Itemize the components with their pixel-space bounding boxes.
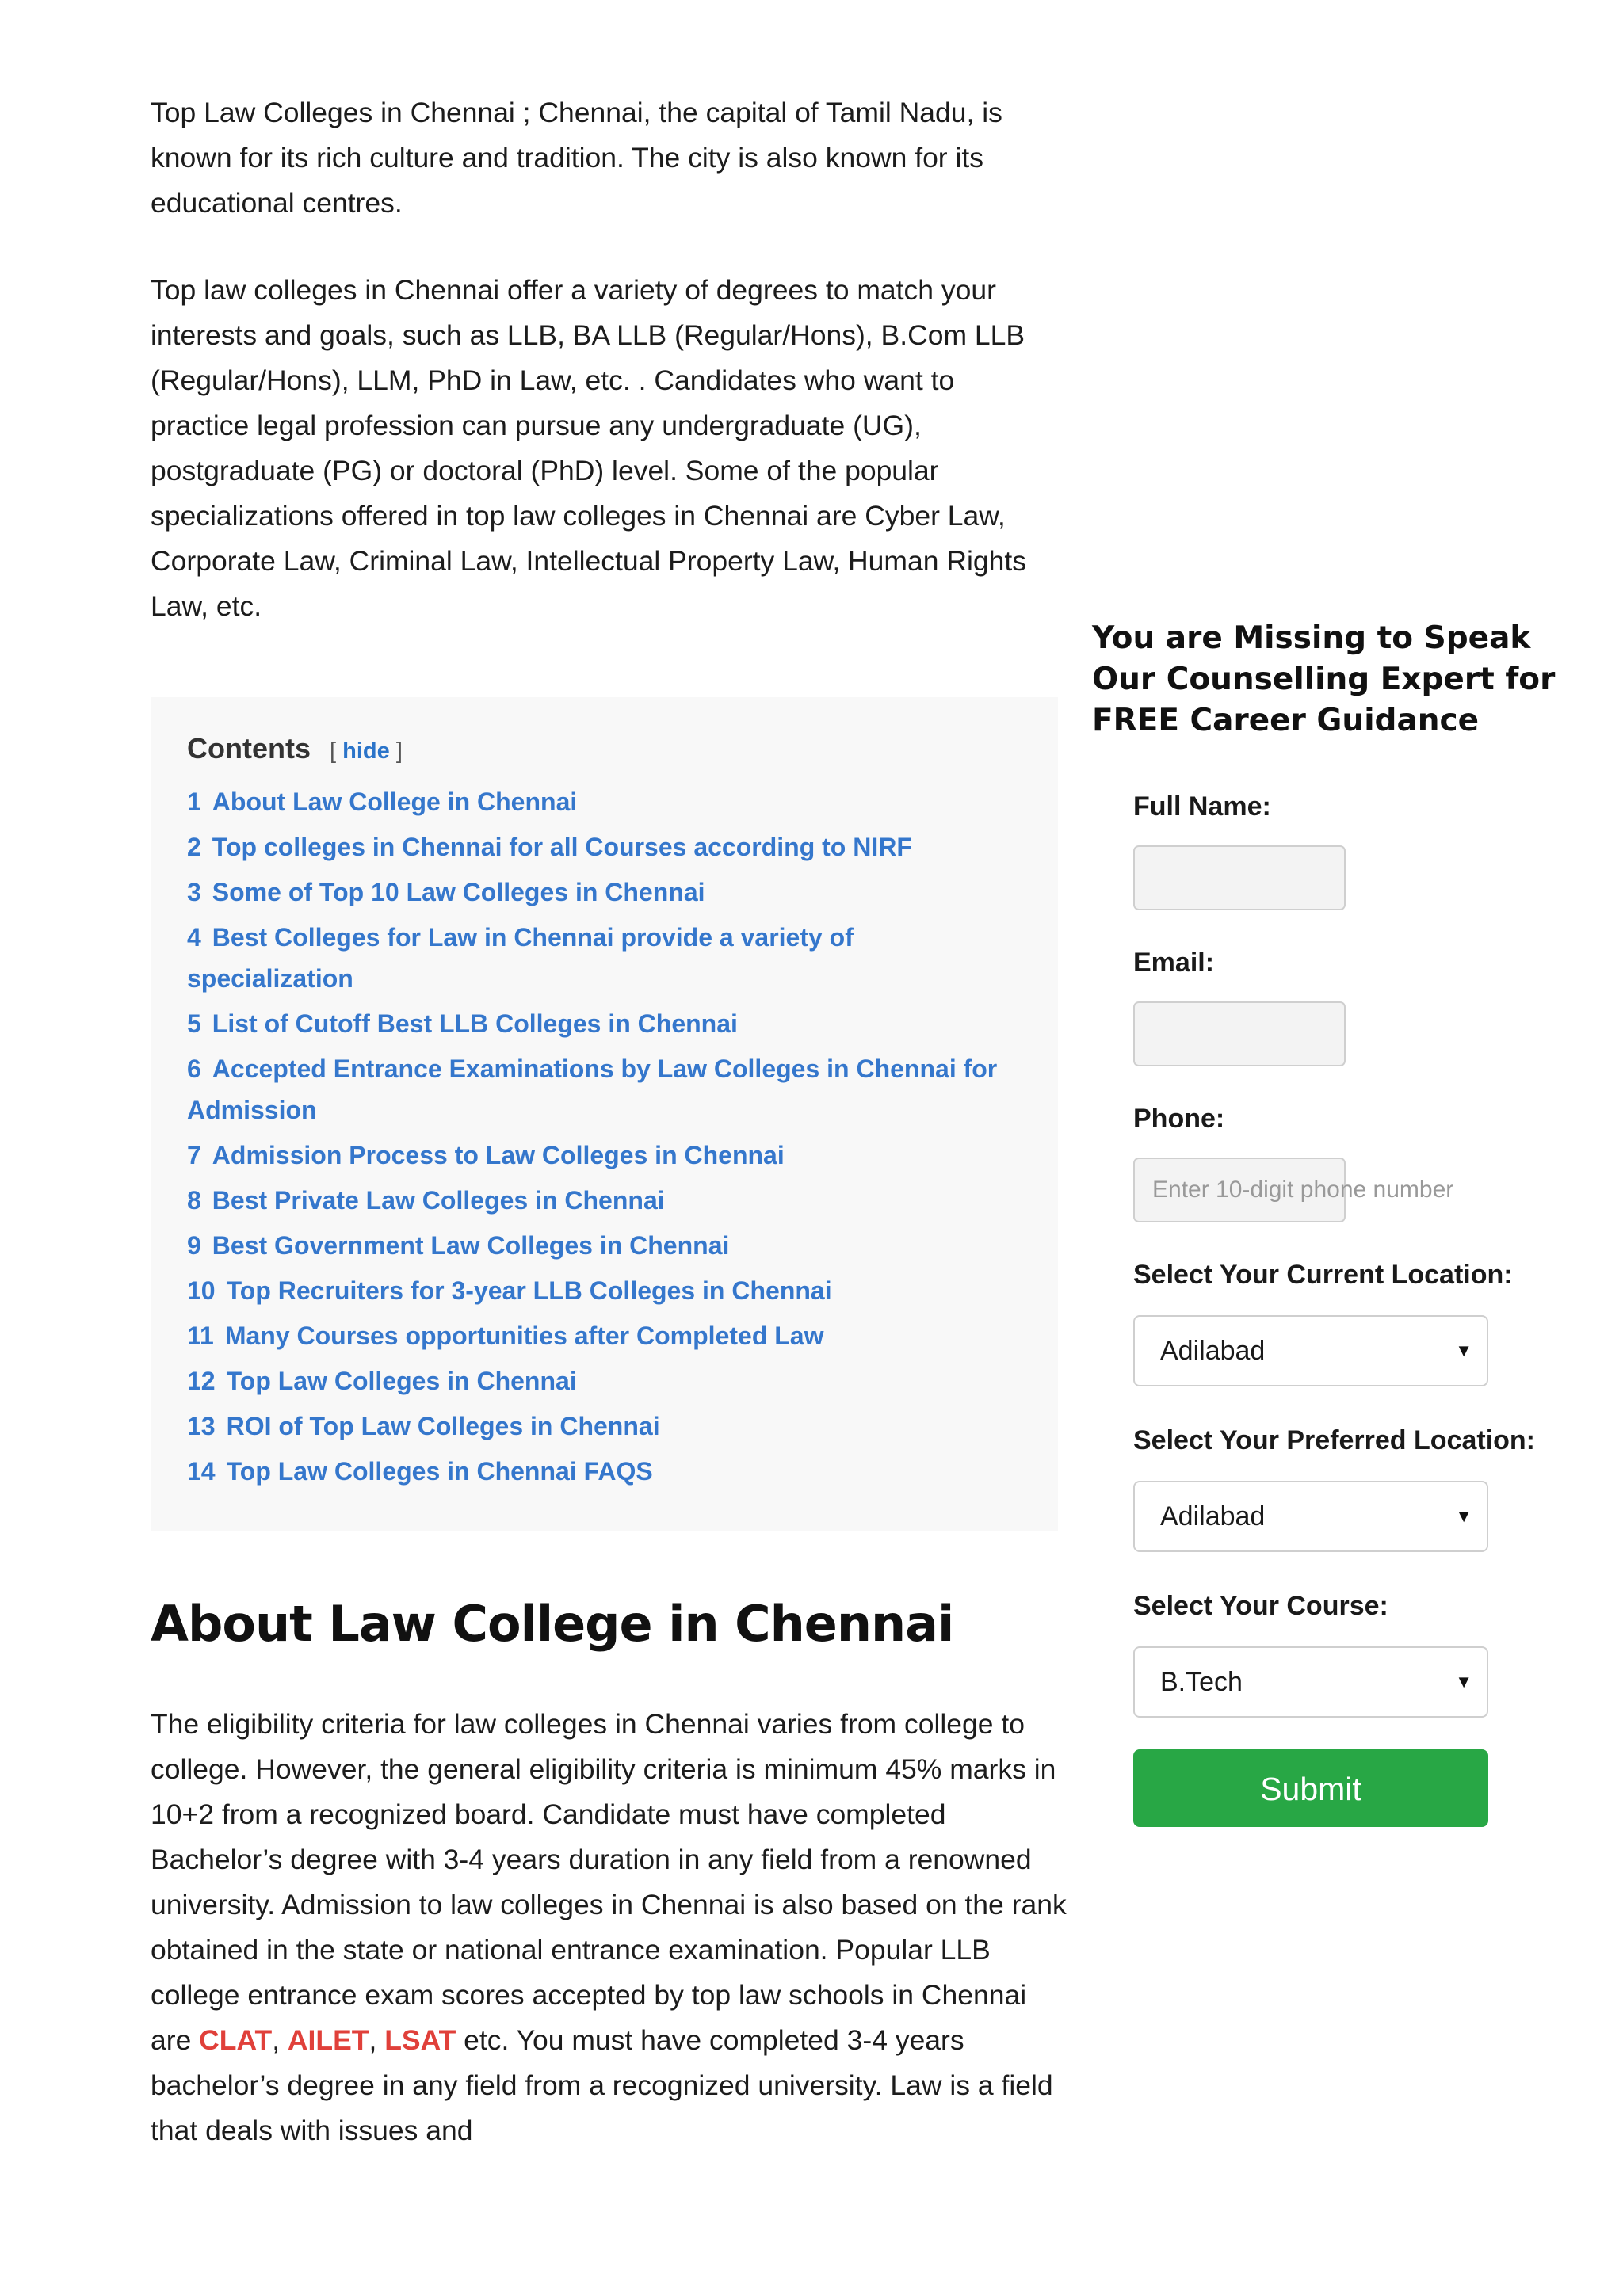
counselling-form-title: You are Missing to Speak Our Counselling Expert for FREE Career Guidance bbox=[1092, 620, 1556, 738]
intro-paragraph-1: Top Law Colleges in Chennai ; Chennai, the capital of Tamil Nadu, is known for its rich culture and tradition. The city is also known for its educational centres. bbox=[151, 97, 1002, 219]
toc-item[interactable] bbox=[187, 917, 1022, 999]
toc-item[interactable] bbox=[187, 1405, 1022, 1447]
toc-item[interactable] bbox=[187, 871, 1022, 913]
toc-item[interactable] bbox=[187, 1225, 1022, 1266]
email-input[interactable] bbox=[1133, 1001, 1346, 1066]
toc-item[interactable] bbox=[187, 1180, 1022, 1221]
toc-item-link[interactable]: Top Law Colleges in Chennai FAQS bbox=[226, 1457, 653, 1486]
section-heading: About Law College in Chennai bbox=[151, 1595, 954, 1653]
toc-item-link[interactable]: Best Colleges for Law in Chennai provide a variety of specialization bbox=[187, 923, 854, 993]
toc-item-number: 3 bbox=[187, 878, 201, 906]
toc-item-link[interactable]: Top colleges in Chennai for all Courses according to NIRF bbox=[212, 833, 912, 861]
course-select[interactable] bbox=[1133, 1646, 1488, 1718]
toc-item-number: 1 bbox=[187, 788, 201, 816]
course-label: Select Your Course: bbox=[1133, 1591, 1388, 1621]
current-location-select[interactable] bbox=[1133, 1315, 1488, 1386]
toc-item-number: 9 bbox=[187, 1231, 201, 1260]
separator: , bbox=[272, 2024, 288, 2056]
toc-item[interactable] bbox=[187, 1360, 1022, 1402]
toc-item-link[interactable]: Some of Top 10 Law Colleges in Chennai bbox=[212, 878, 705, 906]
toc-item[interactable] bbox=[187, 826, 1022, 868]
full-name-input[interactable] bbox=[1133, 845, 1346, 910]
current-location-label: Select Your Current Location: bbox=[1133, 1260, 1513, 1290]
separator: , bbox=[369, 2024, 385, 2056]
section-body-text: The eligibility criteria for law colleges in Chennai varies from college to college. However, the general eligibility criteria is minimum 45% marks in 10+2 from a recognized board. Candidate must have completed Bachelor’s degree with 3-4 years duration in any field from a renowned university. Admission to law colleges in Chennai is also based on the rank obtained in the state or national entrance examination. Popular LLB college entrance exam scores accepted by top law schools in Chennai are bbox=[151, 1708, 1067, 2056]
toc-toggle-close: ] bbox=[395, 738, 403, 764]
toc-item[interactable] bbox=[187, 1048, 1022, 1131]
toc-item-number: 13 bbox=[187, 1412, 216, 1440]
toc-item-link[interactable]: Admission Process to Law Colleges in Chennai bbox=[212, 1141, 785, 1169]
clat-link[interactable]: CLAT bbox=[199, 2024, 273, 2056]
toc-item[interactable] bbox=[187, 1270, 1022, 1311]
toc-item-link[interactable]: Best Government Law Colleges in Chennai bbox=[212, 1231, 730, 1260]
toc-item-number: 8 bbox=[187, 1186, 201, 1215]
toc-hide-link[interactable]: hide bbox=[342, 738, 390, 764]
toc-item[interactable] bbox=[187, 1451, 1022, 1492]
toc-header bbox=[187, 729, 1022, 769]
submit-button[interactable]: Submit bbox=[1133, 1749, 1488, 1827]
chevron-down-icon: ▼ bbox=[1455, 1506, 1472, 1526]
preferred-location-value: Adilabad bbox=[1160, 1501, 1266, 1531]
toc-item-number: 4 bbox=[187, 923, 201, 952]
phone-input[interactable]: Enter 10-digit phone number bbox=[1133, 1158, 1346, 1222]
chevron-down-icon: ▼ bbox=[1455, 1341, 1472, 1360]
table-of-contents bbox=[151, 697, 1058, 1531]
article-intro bbox=[151, 90, 1058, 629]
toc-item[interactable] bbox=[187, 1135, 1022, 1176]
toc-item-number: 2 bbox=[187, 833, 201, 861]
toc-item-link[interactable]: ROI of Top Law Colleges in Chennai bbox=[226, 1412, 660, 1440]
preferred-location-label: Select Your Preferred Location: bbox=[1133, 1425, 1535, 1455]
section-body-text-continued: etc. You must have completed 3-4 years bachelor’s degree in any field from a recognized university. Law is a field that deals with issues and bbox=[151, 2024, 1053, 2146]
toc-item-link[interactable]: Many Courses opportunities after Completed Law bbox=[224, 1322, 824, 1350]
toc-item[interactable] bbox=[187, 1003, 1022, 1044]
preferred-location-select[interactable] bbox=[1133, 1481, 1488, 1552]
course-value: B.Tech bbox=[1160, 1667, 1243, 1697]
toc-toggle-open: [ bbox=[330, 738, 337, 764]
toc-toggle bbox=[330, 738, 403, 764]
toc-item-link[interactable]: List of Cutoff Best LLB Colleges in Chennai bbox=[212, 1009, 738, 1038]
toc-item-link[interactable]: About Law College in Chennai bbox=[212, 788, 578, 816]
toc-item-number: 14 bbox=[187, 1457, 216, 1486]
toc-item-number: 11 bbox=[187, 1322, 214, 1350]
section-body bbox=[151, 1702, 1070, 2153]
email-label: Email: bbox=[1133, 948, 1215, 978]
lsat-link[interactable]: LSAT bbox=[384, 2024, 456, 2056]
toc-item-number: 6 bbox=[187, 1055, 201, 1083]
toc-item-link[interactable]: Best Private Law Colleges in Chennai bbox=[212, 1186, 665, 1215]
full-name-label: Full Name: bbox=[1133, 791, 1271, 822]
ailet-link[interactable]: AILET bbox=[287, 2024, 369, 2056]
toc-list bbox=[187, 781, 1022, 1492]
toc-item-number: 7 bbox=[187, 1141, 201, 1169]
current-location-value: Adilabad bbox=[1160, 1336, 1266, 1366]
toc-item-number: 12 bbox=[187, 1367, 216, 1395]
counselling-form bbox=[1133, 784, 1577, 1827]
chevron-down-icon: ▼ bbox=[1455, 1672, 1472, 1691]
toc-item-number: 10 bbox=[187, 1276, 216, 1305]
toc-item-link[interactable]: Top Law Colleges in Chennai bbox=[226, 1367, 577, 1395]
toc-item-link[interactable]: Accepted Entrance Examinations by Law Colleges in Chennai for Admission bbox=[187, 1055, 998, 1124]
toc-item-number: 5 bbox=[187, 1009, 201, 1038]
intro-paragraph-2: Top law colleges in Chennai offer a variety of degrees to match your interests and goals, such as LLB, BA LLB (Regular/Hons), B.Com LLB (Regular/Hons), LLM, PhD in Law, etc. . Candidates who want to practice legal profession can pursue any undergraduate (UG), postgraduate (PG) or doctoral (PhD) level. Some of the popular specializations offered in top law colleges in Chennai are Cyber Law, Corporate Law, Criminal Law, Intellectual Property Law, Human Rights Law, etc. bbox=[151, 274, 1026, 622]
toc-item-link[interactable]: Top Recruiters for 3-year LLB Colleges in Chennai bbox=[226, 1276, 832, 1305]
phone-label: Phone: bbox=[1133, 1104, 1225, 1134]
toc-item[interactable] bbox=[187, 1315, 1022, 1356]
toc-title: Contents bbox=[187, 732, 311, 765]
toc-item[interactable] bbox=[187, 781, 1022, 822]
